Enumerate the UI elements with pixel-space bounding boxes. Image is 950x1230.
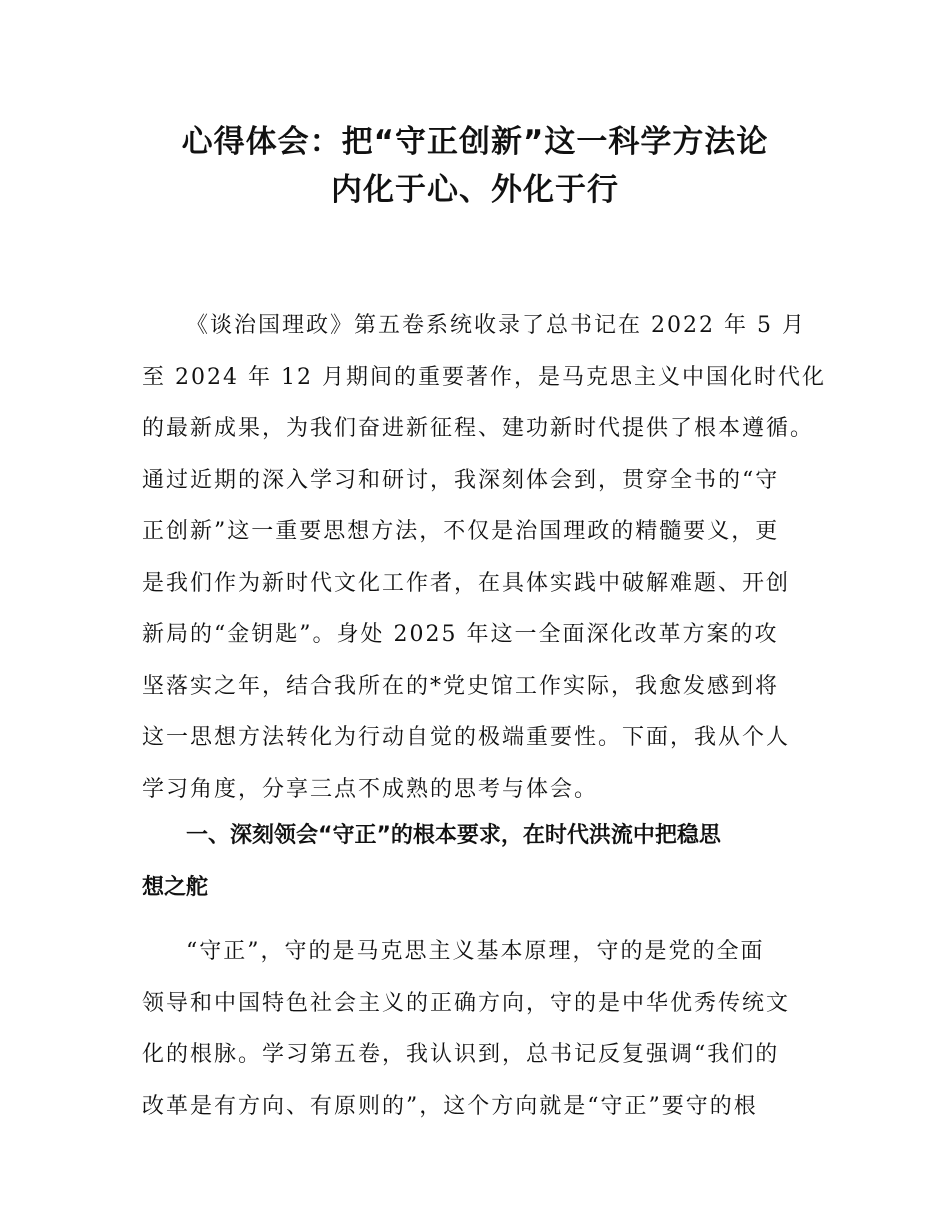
document-title	[100, 118, 850, 214]
paragraph-line: 正创新”这一重要思想方法，不仅是治国理政的精髓要义，更	[142, 519, 780, 544]
paragraph-line: 化的根脉。学习第五卷，我认识到，总书记反复强调“我们的	[142, 1042, 780, 1067]
paragraph-line: 的最新成果，为我们奋进新征程、建功新时代提供了根本遵循。	[142, 416, 815, 441]
paragraph-line: 《谈治国理政》第五卷系统收录了总书记在 2022 年 5 月	[186, 313, 806, 338]
paragraph-line: 学习角度，分享三点不成熟的思考与体会。	[142, 776, 599, 802]
paragraph-line: 至 2024 年 12 月期间的重要著作，是马克思主义中国化时代化	[142, 364, 826, 390]
paragraph-line: 坚落实之年，结合我所在的*党史馆工作实际，我愈发感到将	[142, 673, 780, 699]
paragraph-line: 改革是有方向、有原则的”，这个方向就是“守正”要守的根	[142, 1093, 758, 1119]
section-heading-1	[142, 810, 832, 913]
paragraph-section-1	[142, 926, 822, 1132]
paragraph-line: 新局的“金钥匙”。身处 2025 年这一全面深化改革方案的攻	[142, 622, 779, 647]
title-line-2: 内化于心、外化于行	[331, 172, 619, 208]
title-line-1: 心得体会：把“守正创新”这一科学方法论	[181, 124, 769, 160]
heading-line-1: 一、深刻领会“守正”的根本要求，在时代洪流中把稳思	[186, 823, 721, 848]
paragraph-line: 是我们作为新时代文化工作者，在具体实践中破解难题、开创	[142, 570, 791, 596]
paragraph-intro	[142, 300, 826, 815]
paragraph-line: 领导和中国特色社会主义的正确方向，守的是中华优秀传统文	[142, 990, 791, 1016]
paragraph-line: “守正”，守的是马克思主义基本原理，守的是党的全面	[186, 939, 765, 964]
paragraph-line: 通过近期的深入学习和研讨，我深刻体会到，贯穿全书的“守	[142, 467, 780, 493]
heading-line-2: 想之舵	[142, 874, 209, 900]
paragraph-line: 这一思想方法转化为行动自觉的极端重要性。下面，我从个人	[142, 725, 791, 750]
